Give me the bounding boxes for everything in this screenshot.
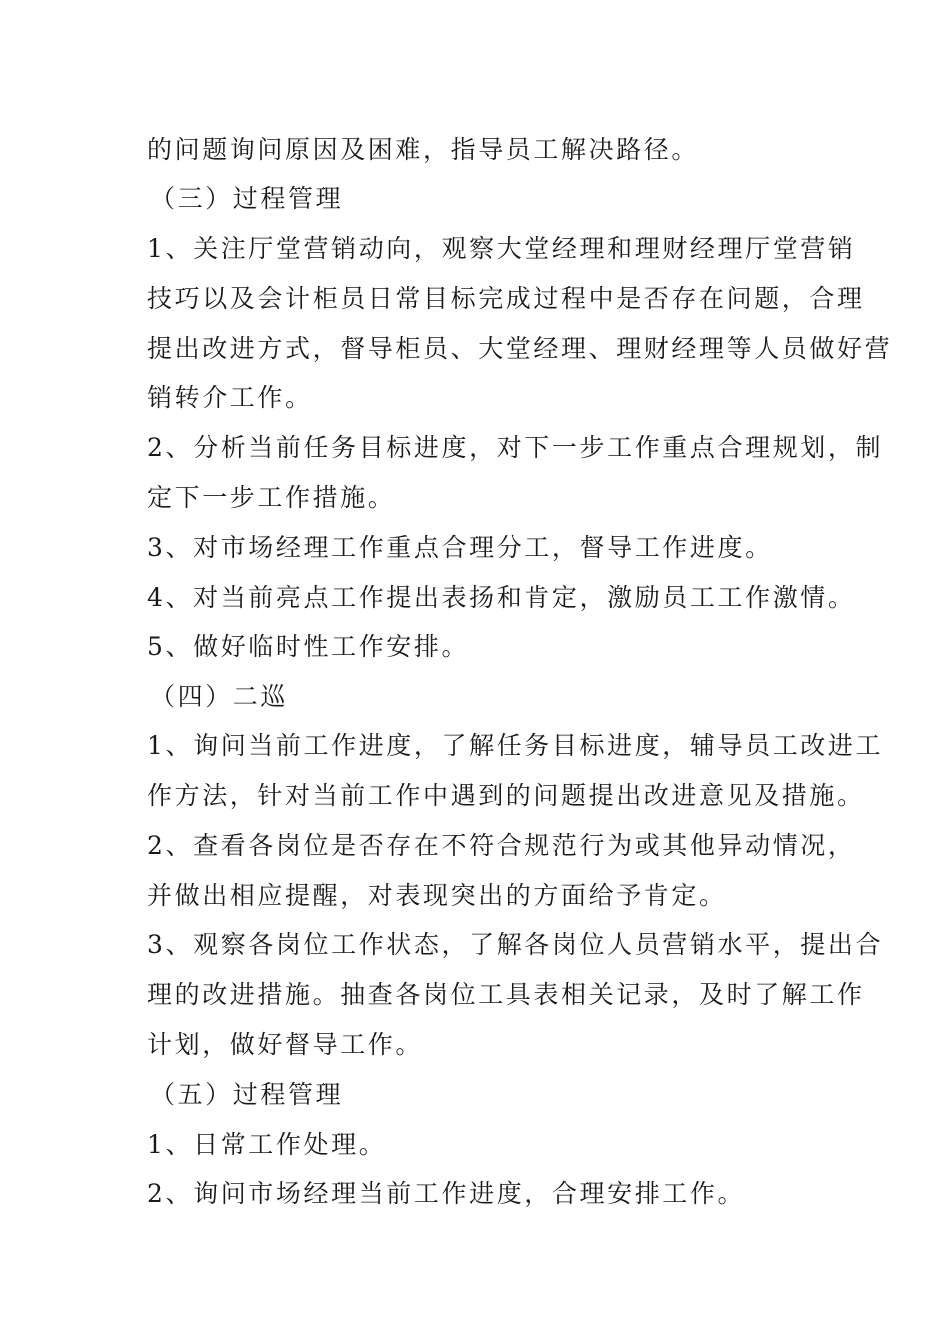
paragraph-line: 3、对市场经理工作重点合理分工，督导工作进度。 bbox=[147, 533, 773, 562]
paragraph-line: 1、关注厅堂营销动向，观察大堂经理和理财经理厅堂营销 bbox=[147, 234, 856, 263]
paragraph-line: 1、询问当前工作进度，了解任务目标进度，辅导员工改进工 bbox=[147, 731, 884, 760]
paragraph-line: 并做出相应提醒，对表现突出的方面给予肯定。 bbox=[147, 881, 727, 910]
paragraph-line: 2、询问市场经理当前工作进度，合理安排工作。 bbox=[147, 1179, 746, 1208]
paragraph-line: 计划，做好督导工作。 bbox=[147, 1030, 424, 1059]
paragraph-line: 销转介工作。 bbox=[147, 383, 313, 412]
paragraph-line: 的问题询问原因及困难，指导员工解决路径。 bbox=[147, 135, 700, 164]
paragraph-line: 定下一步工作措施。 bbox=[147, 483, 396, 512]
paragraph-line: 作方法，针对当前工作中遇到的问题提出改进意见及措施。 bbox=[147, 781, 865, 810]
paragraph-line: 3、观察各岗位工作状态，了解各岗位人员营销水平，提出合 bbox=[147, 930, 884, 959]
paragraph-line: 4、对当前亮点工作提出表扬和肯定，激励员工工作激情。 bbox=[147, 583, 856, 612]
paragraph-line: 5、做好临时性工作安排。 bbox=[147, 632, 470, 661]
paragraph-line: 技巧以及会计柜员日常目标完成过程中是否存在问题，合理 bbox=[147, 284, 865, 313]
section-heading: （五）过程管理 bbox=[150, 1080, 344, 1109]
paragraph-line: 1、日常工作处理。 bbox=[147, 1130, 387, 1159]
paragraph-line: 2、分析当前任务目标进度，对下一步工作重点合理规划，制 bbox=[147, 433, 884, 462]
section-heading: （三）过程管理 bbox=[150, 184, 344, 213]
paragraph-line: 2、查看各岗位是否存在不符合规范行为或其他异动情况， bbox=[147, 831, 856, 860]
section-heading: （四）二巡 bbox=[150, 682, 289, 711]
paragraph-line: 提出改进方式，督导柜员、大堂经理、理财经理等人员做好营 bbox=[147, 334, 893, 363]
paragraph-line: 理的改进措施。抽查各岗位工具表相关记录，及时了解工作 bbox=[147, 980, 865, 1009]
